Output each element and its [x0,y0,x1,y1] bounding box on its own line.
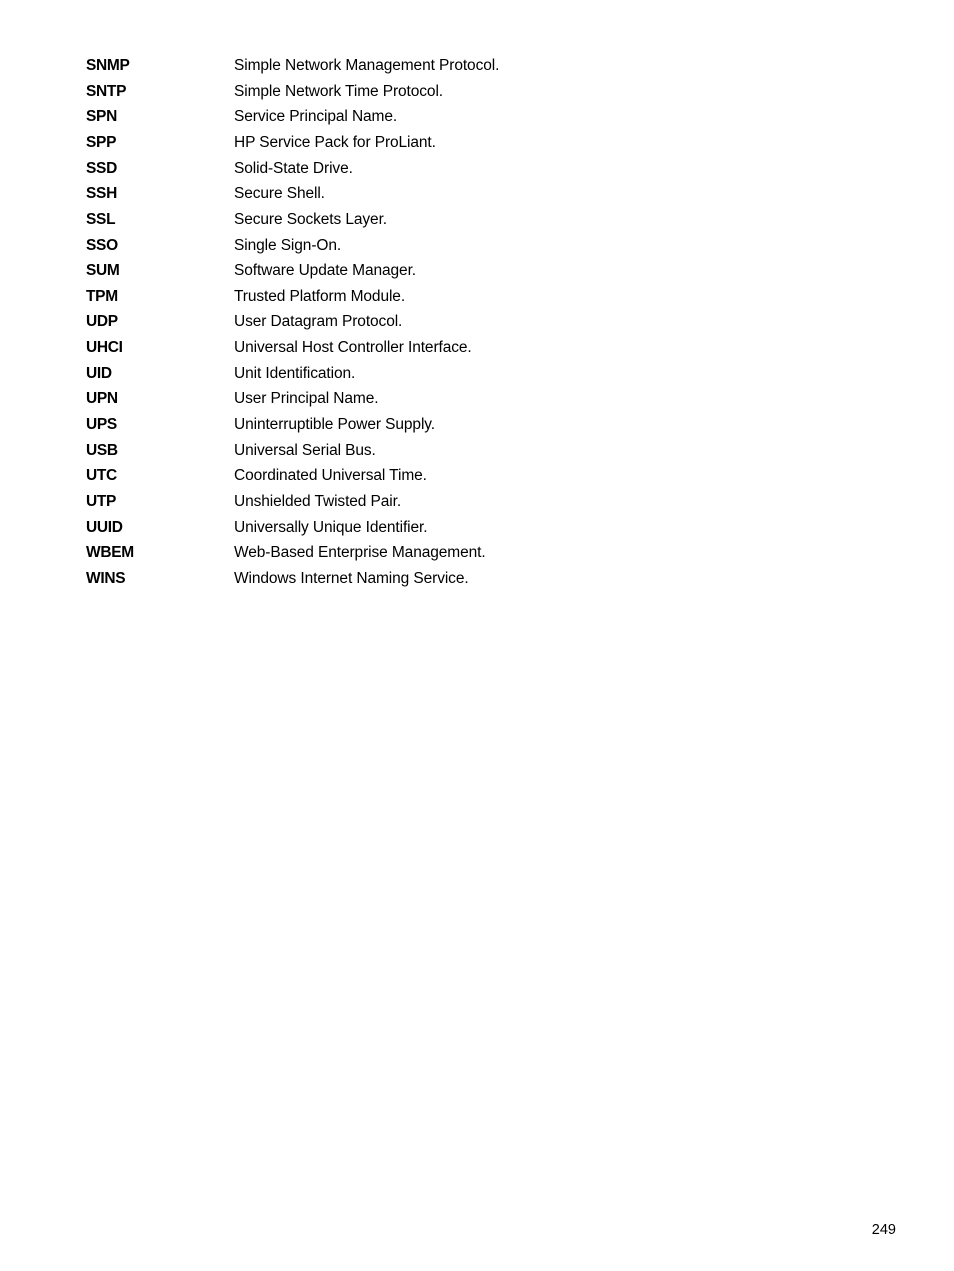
glossary-definition: Simple Network Management Protocol. [234,57,500,75]
glossary-definition: Simple Network Time Protocol. [234,82,443,100]
glossary-definition: Trusted Platform Module. [234,287,406,305]
glossary-definition: Windows Internet Naming Service. [234,569,469,587]
glossary-definition: Secure Sockets Layer. [234,210,387,228]
glossary-entry [86,361,786,387]
glossary-entry [86,284,786,310]
glossary-entry [86,181,786,207]
glossary-entry [86,438,786,464]
glossary-definition: Universal Host Controller Interface. [234,339,472,357]
glossary-term: WINS [86,569,126,587]
glossary-term: UPS [86,416,117,434]
glossary-definition: Service Principal Name. [234,108,398,126]
glossary-term: TPM [86,287,118,305]
glossary-entry [86,540,786,566]
glossary-entry [86,207,786,233]
glossary-term: UTP [86,492,117,510]
glossary-definition: User Datagram Protocol. [234,313,403,331]
glossary-entry [86,489,786,515]
glossary-definition: Unshielded Twisted Pair. [234,492,402,510]
glossary-definition: Software Update Manager. [234,262,416,280]
glossary-entry [86,53,786,79]
glossary-term: SSD [86,159,117,177]
glossary-term: WBEM [86,544,134,562]
glossary-term: UUID [86,518,123,536]
glossary-term: UID [86,364,112,382]
glossary-term: SUM [86,262,120,280]
glossary-entry [86,156,786,182]
glossary-definition: HP Service Pack for ProLiant. [234,133,436,151]
glossary-term: SPN [86,108,117,126]
glossary-definition: Coordinated Universal Time. [234,467,427,485]
glossary-definition: User Principal Name. [234,390,379,408]
glossary-term: SPP [86,133,117,151]
glossary-term: SNTP [86,82,127,100]
glossary-definition: Universal Serial Bus. [234,441,376,459]
glossary-definition: Single Sign-On. [234,236,342,254]
glossary-term: SSL [86,210,116,228]
glossary-entry [86,104,786,130]
glossary-entry [86,412,786,438]
glossary-entry [86,335,786,361]
glossary-term: UPN [86,390,118,408]
glossary-entry [86,463,786,489]
glossary-term: USB [86,441,118,459]
glossary-term: UTC [86,467,117,485]
glossary-entry [86,515,786,541]
glossary-term: SSO [86,236,118,254]
glossary-list [86,53,786,591]
glossary-definition: Web-Based Enterprise Management. [234,544,486,562]
glossary-definition: Secure Shell. [234,185,325,203]
glossary-entry [86,566,786,592]
glossary-term: SSH [86,185,117,203]
glossary-entry [86,130,786,156]
glossary-definition: Solid-State Drive. [234,159,353,177]
glossary-term: UHCI [86,339,123,357]
glossary-entry [86,79,786,105]
glossary-entry [86,309,786,335]
glossary-entry [86,386,786,412]
glossary-definition: Universally Unique Identifier. [234,518,428,536]
glossary-entry [86,258,786,284]
glossary-entry [86,232,786,258]
glossary-definition: Uninterruptible Power Supply. [234,416,435,434]
page-number: 249 [871,1222,896,1238]
glossary-term: UDP [86,313,118,331]
glossary-term: SNMP [86,57,130,75]
glossary-definition: Unit Identification. [234,364,356,382]
